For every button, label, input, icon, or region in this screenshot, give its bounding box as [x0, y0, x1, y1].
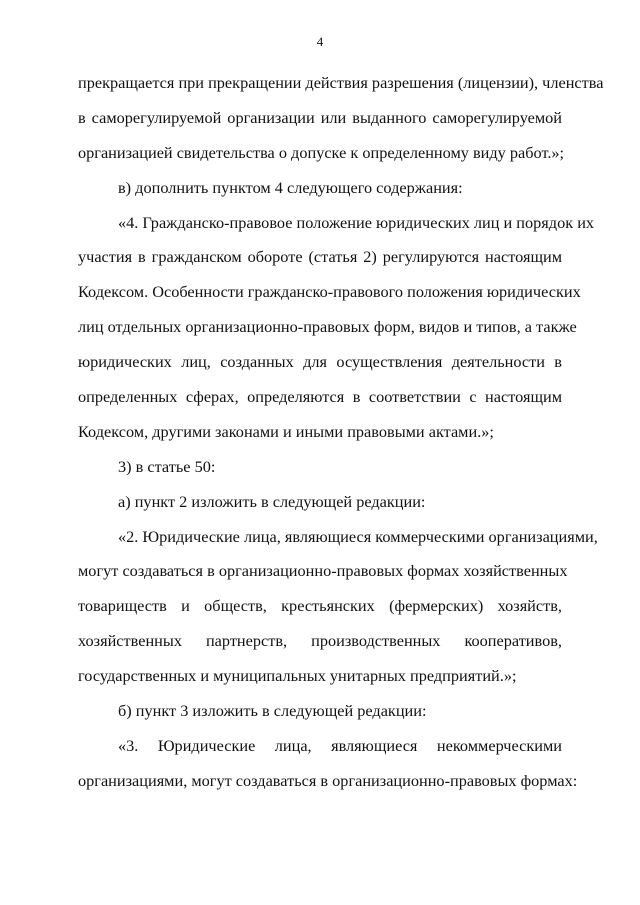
text-line: организациями, могут создаваться в организационно-правовых формах: — [78, 770, 578, 790]
document-body — [78, 66, 604, 799]
text-line: «2. Юридические лица, являющиеся коммерческими организациями, — [118, 526, 598, 546]
text-line: «3. Юридические лица, являющиеся некоммерческими — [118, 735, 562, 755]
text-line: в саморегулируемой организации или выданного саморегулируемой — [78, 107, 562, 127]
text-line: организацией свидетельства о допуске к определенному виду работ.»; — [78, 142, 565, 162]
text-line: хозяйственных партнерств, производственных кооперативов, — [78, 631, 562, 651]
text-line: Кодексом. Особенности гражданско-правового положения юридических — [78, 282, 581, 302]
page-number: 4 — [316, 34, 324, 49]
text-line: юридических лиц, созданных для осуществления деятельности в — [78, 352, 562, 372]
text-line: «4. Гражданско-правовое положение юридических лиц и порядок их — [118, 212, 595, 232]
text-line: б) пункт 3 изложить в следующей редакции: — [118, 701, 427, 721]
text-line: прекращается при прекращении действия разрешения (лицензии), членства — [78, 73, 604, 92]
text-line: товариществ и обществ, крестьянских (фермерских) хозяйств, — [78, 596, 562, 616]
text-line: а) пункт 2 изложить в следующей редакции: — [118, 491, 426, 511]
text-line: Кодексом, другими законами и иными правовыми актами.»; — [78, 421, 494, 441]
text-line: могут создаваться в организационно-правовых формах хозяйственных — [78, 561, 568, 581]
text-line: определенных сферах, определяются в соответствии с настоящим — [78, 387, 562, 407]
text-line: участия в гражданском обороте (статья 2) регулируются настоящим — [78, 247, 562, 267]
text-line: лиц отдельных организационно-правовых форм, видов и типов, а также — [78, 317, 577, 337]
text-line: в) дополнить пунктом 4 следующего содержания: — [118, 177, 463, 197]
text-line: государственных и муниципальных унитарных предприятий.»; — [78, 666, 517, 686]
text-line: 3) в статье 50: — [118, 456, 216, 476]
